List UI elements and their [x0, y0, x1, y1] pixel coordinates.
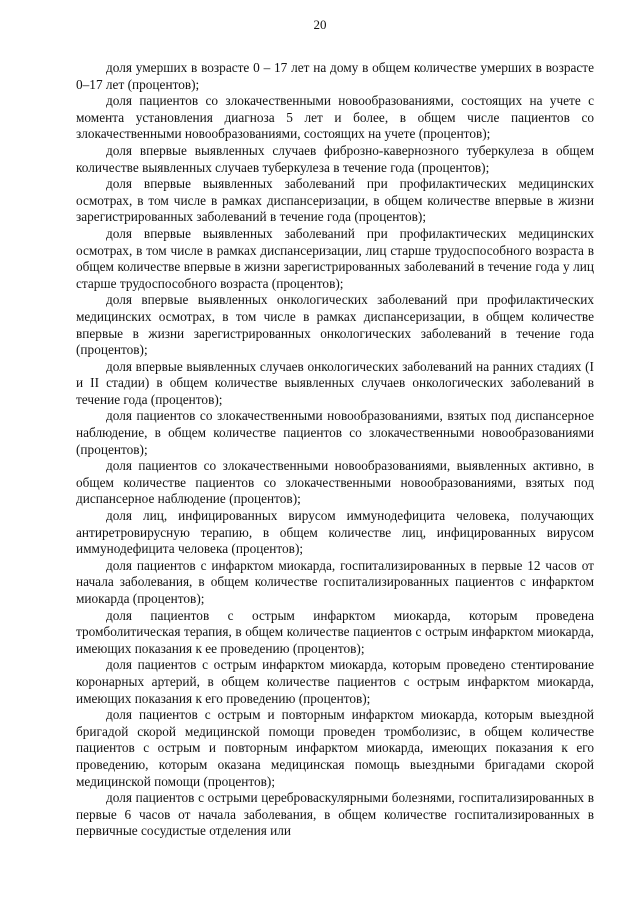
- paragraph: доля впервые выявленных заболеваний при профилактических медицинских осмотрах, в том числе в рамках диспансеризации, в общем количестве впервые в жизни зарегистрированных заболеваний в течение года (процентов);: [76, 176, 594, 225]
- paragraph: доля впервые выявленных онкологических заболеваний при профилактических медицинских осмотрах, в том числе в рамках диспансеризации, в общем количестве впервые в жизни зарегистрированных онкологических заболеваний в течение года (процентов);: [76, 292, 594, 358]
- paragraph: доля пациентов со злокачественными новообразованиями, состоящих на учете с момента установления диагноза 5 лет и более, в общем числе пациентов со злокачественными новообразованиями, состоящих на учете (процентов);: [76, 93, 594, 142]
- paragraph: доля умерших в возрасте 0 – 17 лет на дому в общем количестве умерших в возрасте 0–17 лет (процентов);: [76, 60, 594, 92]
- page-number: 20: [313, 17, 327, 32]
- paragraph: доля пациентов с острым инфарктом миокарда, которым проведена тромболитическая терапия, в общем количестве пациентов с острым инфарктом миокарда, имеющих показания к ее проведению (процентов);: [76, 607, 594, 656]
- paragraph: доля пациентов с инфарктом миокарда, госпитализированных в первые 12 часов от начала заболевания, в общем количестве госпитализированных пациентов с инфарктом миокарда (процентов);: [76, 557, 594, 606]
- paragraph: доля пациентов со злокачественными новообразованиями, выявленных активно, в общем количестве пациентов со злокачественными новообразованиями, взятых под диспансерное наблюдение (процентов);: [76, 458, 594, 507]
- paragraph: доля пациентов со злокачественными новообразованиями, взятых под диспансерное наблюдение, в общем количестве пациентов со злокачественными новообразованиями (процентов);: [76, 408, 594, 457]
- paragraph: доля впервые выявленных случаев фиброзно-кавернозного туберкулеза в общем количестве выявленных случаев туберкулеза в течение года (процентов);: [76, 142, 594, 175]
- paragraph: доля впервые выявленных случаев онкологических заболеваний на ранних стадиях (I и II стадии) в общем количестве выявленных случаев онкологических заболеваний в течение года (процентов);: [76, 358, 594, 407]
- paragraph: доля впервые выявленных заболеваний при профилактических медицинских осмотрах, в том числе в рамках диспансеризации, лиц старше трудоспособного возраста в общем количестве впервые в жизни зарегистрированных заболеваний в течение года у лиц старше трудоспособного возраста (процентов);: [76, 225, 594, 291]
- paragraph: доля пациентов с острым инфарктом миокарда, которым проведено стентирование коронарных артерий, в общем количестве пациентов с острым инфарктом миокарда, имеющих показания к его проведению (процентов);: [76, 657, 594, 706]
- paragraph: доля пациентов с острым и повторным инфарктом миокарда, которым выездной бригадой скорой медицинской помощи проведен тромболизис, в общем количестве пациентов с острым и повторным инфарктом миокарда, имеющих показания к его проведению, которым оказана медицинская помощь выездными бригадами скорой медицинской помощи (процентов);: [76, 707, 594, 789]
- paragraph: доля лиц, инфицированных вирусом иммунодефицита человека, получающих антиретровирусную терапию, в общем количестве лиц, инфицированных вирусом иммунодефицита человека (процентов);: [76, 508, 594, 557]
- paragraph: доля пациентов с острыми цереброваскулярными болезнями, госпитализированных в первые 6 часов от начала заболевания, в общем количестве госпитализированных в первичные сосудистые отделения или: [76, 790, 594, 839]
- document-body: [76, 60, 594, 840]
